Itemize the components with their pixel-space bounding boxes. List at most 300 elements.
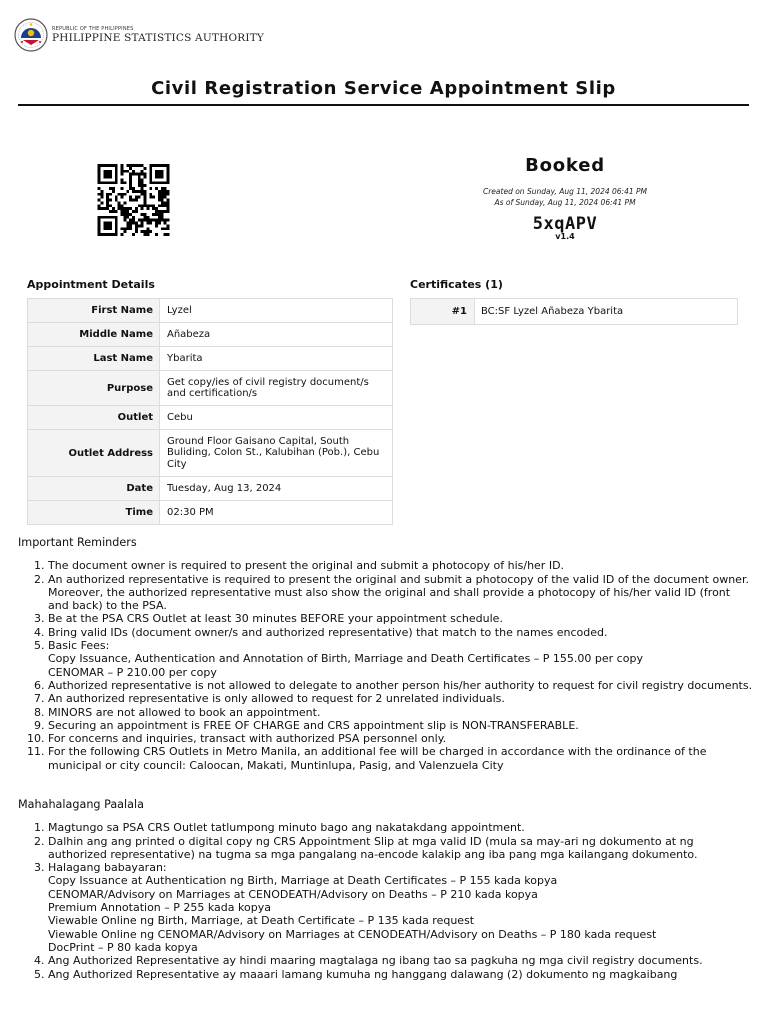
qr-module — [126, 164, 129, 167]
qr-module — [149, 204, 152, 207]
list-item — [48, 861, 753, 954]
qr-module — [161, 204, 164, 207]
qr-module — [158, 219, 161, 222]
qr-module — [129, 222, 132, 225]
qr-module — [138, 204, 141, 207]
row-label: Time — [28, 501, 160, 525]
qr-module — [164, 190, 167, 193]
qr-module — [112, 187, 115, 190]
qr-module — [98, 204, 101, 207]
qr-module — [121, 233, 124, 236]
qr-module — [129, 219, 132, 222]
list-item — [48, 821, 753, 834]
list-item-text: 3. Halagang babayaran: — [48, 861, 167, 875]
qr-module — [132, 219, 135, 222]
qr-module — [98, 187, 101, 190]
qr-module — [161, 193, 164, 196]
qr-module — [123, 230, 126, 233]
list-item — [48, 954, 753, 967]
qr-module — [129, 176, 132, 179]
qr-module — [109, 199, 112, 202]
qr-module — [149, 219, 152, 222]
row-label: Outlet Address — [28, 430, 160, 477]
qr-module — [123, 181, 126, 184]
row-value: Ybarita — [160, 347, 393, 371]
qr-module — [138, 164, 141, 167]
list-item — [48, 835, 753, 862]
qr-module — [126, 207, 129, 210]
qr-module — [141, 204, 144, 207]
qr-module — [138, 176, 141, 179]
row-label: Outlet — [28, 406, 160, 430]
list-item-text: 1. Magtungo sa PSA CRS Outlet tatlumpong minuto bago ang nakatakdang appointment. — [48, 821, 525, 835]
appointment-table — [27, 298, 393, 525]
qr-module — [152, 219, 155, 222]
qr-module — [123, 219, 126, 222]
qr-module — [138, 173, 141, 176]
qr-module — [112, 207, 115, 210]
row-value: Tuesday, Aug 13, 2024 — [160, 477, 393, 501]
qr-module — [129, 178, 132, 181]
as-of-timestamp: As of Sunday, Aug 11, 2024 06:41 PM — [494, 198, 636, 207]
list-item-text: 7. An authorized representative is only allowed to request for 2 unrelated individuals. — [48, 692, 505, 706]
qr-module — [158, 213, 161, 216]
created-timestamp: Created on Sunday, Aug 11, 2024 06:41 PM — [482, 187, 647, 196]
row-last-name — [28, 347, 393, 371]
list-item-text: 2. Dalhin ang ang printed o digital copy ng CRS Appointment Slip at mga valid ID (mula sa may-ari ng dokumento at ng authorized representative) na tugma sa mga pangalang na-encode kalakip ang iba pang mga kailangang dokumento. — [48, 834, 698, 861]
qr-module — [158, 193, 161, 196]
qr-module — [144, 216, 147, 219]
qr-module — [146, 219, 149, 222]
qr-module — [135, 230, 138, 233]
qr-module — [167, 201, 170, 204]
qr-module — [135, 207, 138, 210]
qr-module — [152, 204, 155, 207]
qr-module — [164, 201, 167, 204]
qr-module — [155, 224, 158, 227]
qr-module — [129, 213, 132, 216]
qr-module — [132, 222, 135, 225]
list-item-subline: Premium Annotation – P 255 kada kopya — [48, 901, 271, 915]
qr-module — [126, 213, 129, 216]
qr-module — [135, 210, 138, 213]
appointment-heading: Appointment Details — [27, 278, 155, 291]
list-item — [48, 692, 753, 705]
qr-module — [144, 201, 147, 204]
list-item-text: 1. The document owner is required to present the original and submit a photocopy of his/her ID. — [48, 559, 565, 573]
qr-module — [155, 210, 158, 213]
qr-module — [138, 224, 141, 227]
qr-module — [123, 207, 126, 210]
qr-module — [123, 210, 126, 213]
qr-module — [121, 164, 124, 167]
qr-module — [118, 204, 121, 207]
row-label: Date — [28, 477, 160, 501]
qr-module — [141, 181, 144, 184]
qr-module — [155, 219, 158, 222]
list-item — [48, 639, 753, 679]
row-value: Añabeza — [160, 323, 393, 347]
certificate-row — [411, 299, 738, 325]
qr-module — [164, 227, 167, 230]
qr-module — [164, 187, 167, 190]
status-block — [395, 155, 735, 241]
qr-module — [167, 190, 170, 193]
qr-module — [132, 173, 135, 176]
qr-module — [98, 199, 101, 202]
qr-module — [98, 207, 101, 210]
qr-module — [100, 201, 103, 204]
page-title: Civil Registration Service Appointment Slip — [151, 78, 616, 99]
qr-module — [161, 227, 164, 230]
agency-name: PHILIPPINE STATISTICS AUTHORITY — [52, 31, 265, 44]
qr-module — [141, 207, 144, 210]
reminders-heading: Important Reminders — [18, 536, 137, 549]
qr-module — [100, 190, 103, 193]
list-item — [48, 732, 753, 745]
list-item — [48, 559, 753, 572]
qr-module — [121, 173, 124, 176]
qr-module — [132, 210, 135, 213]
qr-module — [141, 224, 144, 227]
qr-module — [121, 210, 124, 213]
qr-module — [161, 196, 164, 199]
qr-module — [144, 184, 147, 187]
qr-module — [126, 210, 129, 213]
qr-module — [121, 178, 124, 181]
list-item-subline: Copy Issuance, Authentication and Annotation of Birth, Marriage and Death Certificates – P 155.00 per copy — [48, 652, 643, 666]
qr-module — [132, 164, 135, 167]
qr-module — [109, 193, 112, 196]
qr-module — [123, 227, 126, 230]
list-item-subline: Copy Issuance at Authentication ng Birth, Marriage at Death Certificates – P 155 kada kopya — [48, 874, 558, 888]
qr-module — [144, 219, 147, 222]
qr-module — [141, 222, 144, 225]
qr-module — [144, 196, 147, 199]
qr-module — [146, 222, 149, 225]
list-item — [48, 679, 753, 692]
psa-logo — [14, 18, 264, 52]
qr-module — [129, 196, 132, 199]
status-label: Booked — [525, 155, 605, 176]
qr-module — [129, 173, 132, 176]
qr-module — [121, 181, 124, 184]
qr-module — [141, 173, 144, 176]
list-item-text: 4. Bring valid IDs (document owner/s and authorized representative) that match to the names encoded. — [48, 625, 608, 639]
certificate-description: BC:SF Lyzel Añabeza Ybarita — [475, 299, 738, 325]
paalala-heading: Mahahalagang Paalala — [18, 798, 144, 811]
qr-module — [121, 193, 124, 196]
qr-module — [129, 164, 132, 167]
row-purpose — [28, 371, 393, 406]
list-item-text: 10. For concerns and inquiries, transact with authorized PSA personnel only. — [48, 732, 447, 746]
list-item — [48, 626, 753, 639]
list-item — [48, 706, 753, 719]
qr-module — [146, 227, 149, 230]
list-item-text: 4. Ang Authorized Representative ay hindi maaring magtalaga ng ibang tao sa pagkuha ng mga civil registry documents. — [48, 954, 703, 968]
qr-module — [121, 204, 124, 207]
qr-module — [146, 216, 149, 219]
certificate-number: #1 — [411, 299, 475, 325]
qr-module — [100, 207, 103, 210]
qr-module — [132, 187, 135, 190]
qr-module — [141, 219, 144, 222]
qr-module — [144, 199, 147, 202]
row-outlet-address — [28, 430, 393, 477]
qr-module — [132, 199, 135, 202]
qr-module — [126, 224, 129, 227]
qr-module — [164, 204, 167, 207]
qr-finder — [103, 222, 112, 231]
list-item-text: 9. Securing an appointment is FREE OF CHARGE and CRS appointment slip is NON-TRANSFERABLE. — [48, 718, 579, 732]
qr-module — [141, 170, 144, 173]
qr-module — [129, 227, 132, 230]
certificates-heading: Certificates (1) — [410, 278, 503, 291]
qr-module — [126, 170, 129, 173]
qr-module — [135, 222, 138, 225]
row-outlet — [28, 406, 393, 430]
qr-module — [155, 187, 158, 190]
qr-module — [167, 193, 170, 196]
qr-module — [141, 190, 144, 193]
qr-module — [164, 219, 167, 222]
list-item-text: 11. For the following CRS Outlets in Metro Manila, an additional fee will be charged in accordance with the ordinance of the municipal or city council: Caloocan, Makati, Muntinlupa, Pasig, and Valenzuela City — [48, 745, 707, 772]
qr-module — [129, 207, 132, 210]
qr-module — [121, 227, 124, 230]
qr-module — [161, 210, 164, 213]
qr-module — [121, 187, 124, 190]
qr-finder — [155, 170, 164, 179]
qr-module — [167, 219, 170, 222]
qr-code — [96, 164, 171, 236]
qr-module — [118, 207, 121, 210]
qr-module — [146, 204, 149, 207]
qr-module — [141, 187, 144, 190]
qr-module — [135, 190, 138, 193]
list-item — [48, 719, 753, 732]
qr-module — [164, 233, 167, 236]
qr-module — [167, 204, 170, 207]
qr-module — [144, 176, 147, 179]
qr-module — [103, 207, 106, 210]
qr-module — [135, 164, 138, 167]
qr-module — [106, 193, 109, 196]
qr-module — [158, 190, 161, 193]
qr-module — [106, 196, 109, 199]
row-time — [28, 501, 393, 525]
republic-text: REPUBLIC OF THE PHILIPPINES — [52, 25, 134, 32]
qr-module — [149, 222, 152, 225]
qr-module — [161, 187, 164, 190]
qr-module — [158, 196, 161, 199]
qr-module — [129, 199, 132, 202]
qr-module — [135, 224, 138, 227]
qr-module — [129, 184, 132, 187]
row-value: Get copy/ies of civil registry document/s and certification/s — [160, 371, 393, 406]
qr-module — [149, 193, 152, 196]
reference-code: 5xqAPV — [532, 214, 598, 234]
list-item-subline: Viewable Online ng Birth, Marriage, at Death Certificate – P 135 kada request — [48, 914, 475, 928]
qr-module — [123, 193, 126, 196]
qr-module — [126, 227, 129, 230]
qr-module — [109, 187, 112, 190]
qr-module — [144, 173, 147, 176]
qr-module — [149, 230, 152, 233]
qr-module — [152, 207, 155, 210]
qr-module — [106, 201, 109, 204]
qr-module — [161, 216, 164, 219]
qr-module — [141, 184, 144, 187]
qr-module — [109, 204, 112, 207]
qr-module — [123, 170, 126, 173]
qr-module — [161, 190, 164, 193]
row-value: Cebu — [160, 406, 393, 430]
qr-module — [135, 196, 138, 199]
qr-module — [126, 190, 129, 193]
list-item — [48, 612, 753, 625]
qr-module — [126, 222, 129, 225]
qr-module — [161, 201, 164, 204]
list-item — [48, 573, 753, 613]
row-label: First Name — [28, 299, 160, 323]
qr-module — [152, 196, 155, 199]
row-value: 02:30 PM — [160, 501, 393, 525]
qr-module — [121, 213, 124, 216]
qr-module — [109, 210, 112, 213]
qr-module — [141, 230, 144, 233]
qr-module — [118, 193, 121, 196]
qr-module — [138, 181, 141, 184]
qr-module — [167, 207, 170, 210]
qr-module — [138, 184, 141, 187]
list-item-text: 2. An authorized representative is required to present the original and submit a photocopy of the valid ID of the document owner. Moreover, the authorized representative must also show the original and shall provide a photocopy of his/her valid ID (front and back) to the PSA. — [48, 572, 749, 613]
qr-module — [155, 233, 158, 236]
qr-module — [132, 233, 135, 236]
qr-module — [135, 173, 138, 176]
list-item-subline: CENOMAR – P 210.00 per copy — [48, 665, 217, 679]
qr-module — [144, 190, 147, 193]
qr-module — [123, 201, 126, 204]
row-date — [28, 477, 393, 501]
qr-module — [100, 196, 103, 199]
row-middle-name — [28, 323, 393, 347]
qr-module — [129, 167, 132, 170]
qr-module — [132, 190, 135, 193]
qr-module — [98, 193, 101, 196]
qr-module — [158, 210, 161, 213]
qr-module — [135, 199, 138, 202]
qr-finder — [103, 170, 112, 179]
qr-module — [155, 222, 158, 225]
qr-module — [112, 210, 115, 213]
qr-module — [144, 233, 147, 236]
qr-module — [144, 213, 147, 216]
row-label: Middle Name — [28, 323, 160, 347]
qr-module — [144, 230, 147, 233]
qr-module — [129, 181, 132, 184]
qr-module — [141, 193, 144, 196]
qr-module — [141, 213, 144, 216]
qr-module — [112, 190, 115, 193]
qr-module — [167, 199, 170, 202]
qr-module — [138, 178, 141, 181]
reminders-list — [18, 559, 753, 772]
qr-module — [138, 190, 141, 193]
qr-module — [164, 193, 167, 196]
qr-module — [158, 216, 161, 219]
qr-module — [164, 196, 167, 199]
qr-module — [167, 224, 170, 227]
qr-module — [167, 233, 170, 236]
row-label: Purpose — [28, 371, 160, 406]
qr-module — [141, 178, 144, 181]
row-label: Last Name — [28, 347, 160, 371]
qr-module — [115, 199, 118, 202]
qr-module — [158, 222, 161, 225]
qr-module — [100, 193, 103, 196]
list-item-subline: Viewable Online ng CENOMAR/Advisory on Marriages at CENODEATH/Advisory on Deaths – P 180 kada request — [48, 927, 657, 941]
qr-module — [164, 222, 167, 225]
qr-module — [118, 201, 121, 204]
list-item — [48, 968, 753, 981]
qr-module — [158, 204, 161, 207]
qr-module — [146, 230, 149, 233]
qr-module — [121, 196, 124, 199]
qr-module — [152, 213, 155, 216]
list-item-text: 5. Ang Authorized Representative ay maaari lamang kumuha ng hanggang dalawang (2) dokumento ng magkaibang — [48, 967, 678, 981]
psa-seal-icon — [14, 18, 48, 52]
qr-module — [135, 227, 138, 230]
qr-module — [144, 193, 147, 196]
important-reminders — [18, 536, 753, 772]
qr-module — [106, 199, 109, 202]
row-value: Lyzel — [160, 299, 393, 323]
qr-module — [106, 207, 109, 210]
version-label: v1.4 — [555, 232, 575, 241]
list-item-subline: CENOMAR/Advisory on Marriages at CENODEATH/Advisory on Deaths – P 210 kada kopya — [48, 887, 538, 901]
qr-module — [115, 196, 118, 199]
qr-module — [167, 227, 170, 230]
qr-module — [149, 196, 152, 199]
qr-module — [161, 219, 164, 222]
mahahalagang-paalala — [18, 798, 753, 981]
qr-module — [149, 187, 152, 190]
qr-module — [121, 170, 124, 173]
qr-module — [164, 210, 167, 213]
qr-module — [121, 167, 124, 170]
qr-module — [132, 216, 135, 219]
qr-module — [138, 219, 141, 222]
list-item — [48, 745, 753, 772]
qr-module — [126, 216, 129, 219]
qr-module — [144, 204, 147, 207]
qr-module — [123, 216, 126, 219]
qr-module — [106, 204, 109, 207]
qr-module — [121, 207, 124, 210]
qr-module — [155, 213, 158, 216]
qr-module — [161, 199, 164, 202]
qr-module — [141, 164, 144, 167]
list-item-text: 3. Be at the PSA CRS Outlet at least 30 minutes BEFORE your appointment schedule. — [48, 612, 503, 626]
qr-module — [167, 210, 170, 213]
row-first-name — [28, 299, 393, 323]
qr-module — [132, 170, 135, 173]
qr-module — [146, 233, 149, 236]
qr-module — [155, 207, 158, 210]
list-item-text: 5. Basic Fees: — [48, 639, 110, 653]
qr-module — [123, 213, 126, 216]
certificates-table — [410, 298, 738, 325]
